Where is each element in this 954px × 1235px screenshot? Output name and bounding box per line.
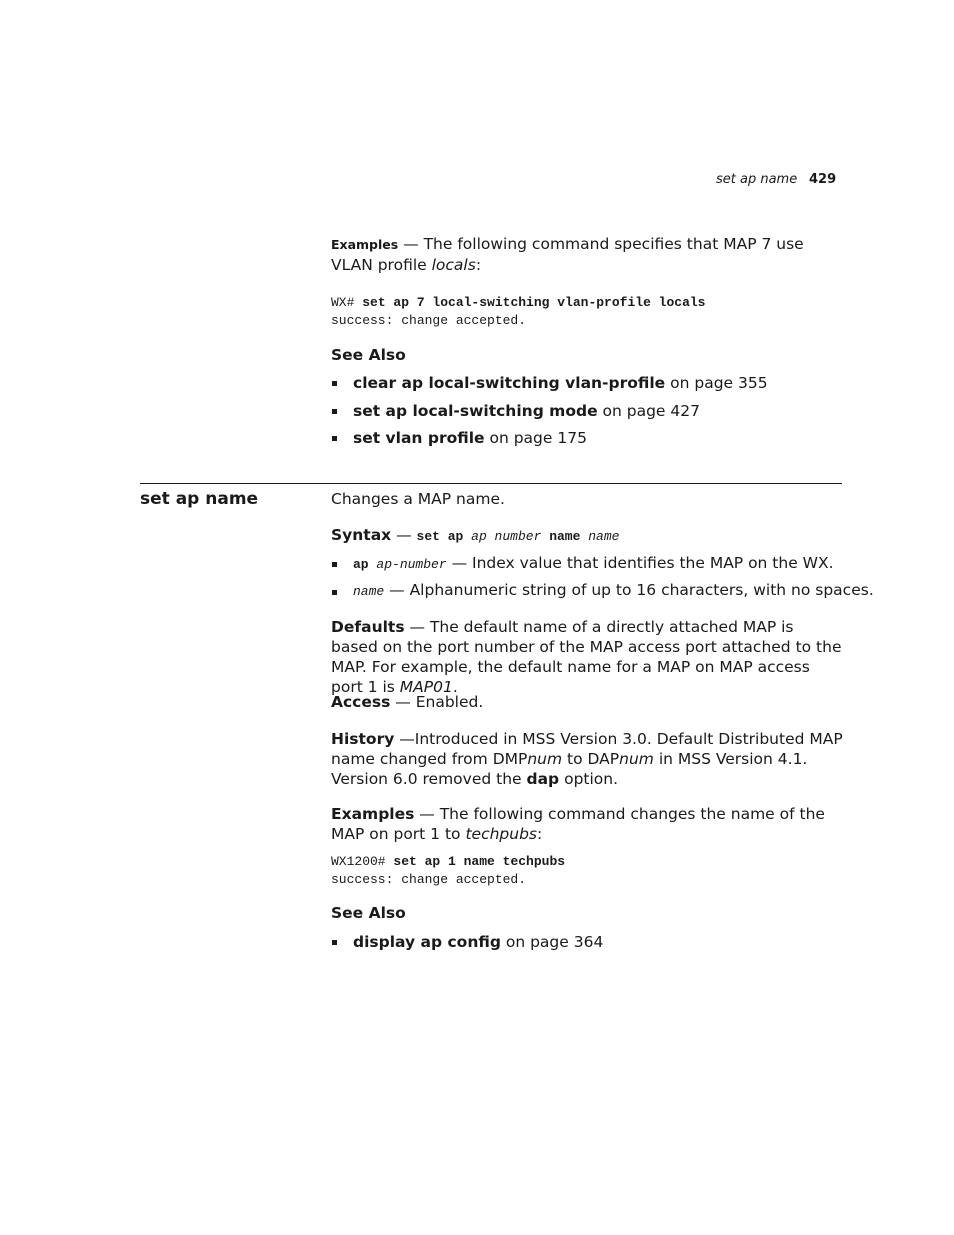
defaults-label: Defaults (331, 618, 405, 636)
param-description: — Index value that identifies the MAP on the WX. (446, 554, 834, 572)
examples-label: Examples (331, 805, 415, 823)
see-also-link[interactable]: set ap local-switching mode (353, 402, 598, 420)
examples-italic: techpubs (465, 825, 538, 843)
bullet-icon (332, 590, 337, 595)
see-also-page: on page 355 (665, 374, 768, 392)
see-also-heading: See Also (331, 904, 406, 922)
access-label: Access (331, 693, 391, 711)
code-prompt: WX1200# (331, 854, 394, 869)
see-also-page: on page 427 (597, 402, 700, 420)
page-number: 429 (809, 172, 837, 187)
defaults-italic: MAP01 (399, 678, 453, 696)
bullet-icon (332, 381, 337, 386)
code-prompt: WX# (331, 295, 363, 310)
section-code-block (331, 853, 843, 889)
syntax-keyword: name (549, 529, 581, 544)
see-also-link[interactable]: clear ap local-switching vlan-profile (353, 374, 666, 392)
syntax-line (331, 525, 843, 546)
see-also-item (353, 401, 700, 421)
top-code-block (331, 294, 843, 330)
see-also-link[interactable]: display ap config (353, 933, 501, 951)
see-also-page: on page 364 (500, 933, 604, 951)
see-also-link[interactable]: set vlan profile (353, 429, 485, 447)
bullet-icon (332, 436, 337, 441)
code-command: set ap 7 local-switching vlan-profile locals (362, 295, 706, 310)
param-item (353, 580, 874, 601)
defaults-paragraph (331, 617, 843, 697)
see-also-item (353, 373, 768, 393)
param-argument: ap-number (376, 557, 447, 572)
examples-text: — The following command changes the name of the MAP on port 1 to (331, 805, 825, 843)
examples-text: — The following command specifies that MAP 7 use VLAN profile (331, 235, 804, 274)
defaults-text: — The default name of a directly attached MAP is based on the port number of the MAP access port attached to the MAP. For example, the default name for a MAP on MAP access port 1 is (331, 618, 842, 696)
access-text: — Enabled. (390, 693, 484, 711)
section-divider (140, 483, 842, 484)
history-paragraph (331, 729, 843, 789)
param-keyword: ap (353, 557, 369, 572)
history-label: History (331, 730, 395, 748)
history-italic: num (527, 750, 563, 768)
code-command: set ap 1 name techpubs (393, 854, 566, 869)
param-argument: name (353, 584, 385, 599)
syntax-dash: — (391, 526, 417, 544)
examples-end: : (537, 825, 543, 843)
history-bold: dap (526, 770, 560, 788)
defaults-end: . (452, 678, 458, 696)
running-header-title: set ap name (716, 172, 798, 187)
history-text: to DAP (562, 750, 620, 768)
history-text: in MSS Version 4.1. Version 6.0 removed the (331, 750, 808, 788)
examples-colon: : (475, 256, 482, 274)
code-result: success: change accepted. (331, 872, 527, 887)
bullet-icon (332, 562, 337, 567)
syntax-argument: ap number (471, 529, 542, 544)
syntax-label: Syntax (331, 526, 392, 544)
examples-label: Examples (331, 237, 399, 252)
section-description: Changes a MAP name. (331, 490, 505, 508)
history-text: option. (559, 770, 619, 788)
section-title: set ap name (140, 489, 259, 509)
see-also-item (353, 932, 603, 952)
see-also-heading: See Also (331, 346, 406, 364)
syntax-argument: name (588, 529, 620, 544)
history-text: —Introduced in MSS Version 3.0. Default Distributed MAP name changed from DMP (331, 730, 843, 768)
examples-paragraph (331, 804, 843, 844)
code-result: success: change accepted. (331, 313, 527, 328)
history-italic: num (619, 750, 654, 768)
syntax-keyword: set ap (416, 529, 464, 544)
see-also-page: on page 175 (484, 429, 587, 447)
examples-italic: locals (431, 256, 476, 274)
param-item (353, 553, 834, 574)
access-paragraph (331, 692, 843, 712)
bullet-icon (332, 409, 337, 414)
code-line-1 (331, 294, 843, 312)
top-examples-paragraph (331, 234, 843, 275)
param-description: — Alphanumeric string of up to 16 characters, with no spaces. (384, 581, 874, 599)
bullet-icon (332, 940, 337, 945)
see-also-item (353, 428, 587, 448)
code-line-1 (331, 853, 843, 871)
